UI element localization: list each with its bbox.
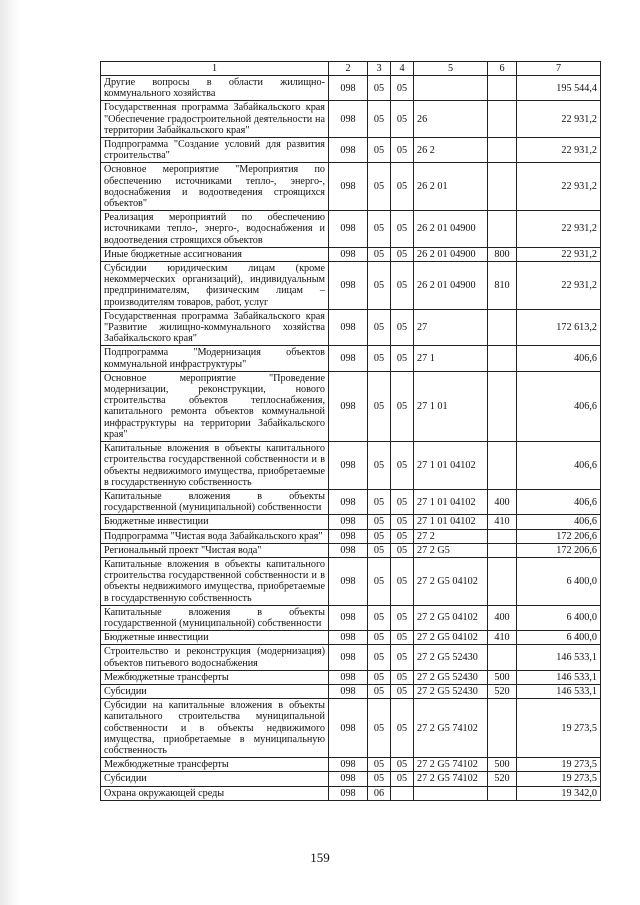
- expense-type-code-cell: [488, 101, 517, 138]
- section-code-cell: 05: [368, 346, 391, 371]
- amount-cell: 6 400,0: [517, 605, 601, 630]
- ministry-code-cell: 098: [329, 786, 368, 800]
- row-description-cell: Субсидии юридическим лицам (кроме некоммерческих организаций), индивидуальным предпринимателям, физическим лицам – производителям товаров, работ, услуг: [101, 262, 329, 310]
- section-code-cell: 05: [368, 371, 391, 441]
- table-row: [101, 163, 601, 211]
- target-article-code-cell: 26 2 01 04900: [414, 247, 488, 261]
- section-code-cell: 05: [368, 684, 391, 698]
- subsection-code-cell: 05: [391, 645, 414, 670]
- row-description-cell: Межбюджетные трансферты: [101, 758, 329, 772]
- section-code-cell: 05: [368, 631, 391, 645]
- section-code-cell: 05: [368, 670, 391, 684]
- table-row: [101, 605, 601, 630]
- ministry-code-cell: 098: [329, 101, 368, 138]
- table-row: [101, 670, 601, 684]
- table-row: [101, 758, 601, 772]
- subsection-code-cell: 05: [391, 772, 414, 786]
- row-description-cell: Подпрограмма "Модернизация объектов коммунальной инфраструктуры": [101, 346, 329, 371]
- row-description-cell: Бюджетные инвестиции: [101, 515, 329, 529]
- target-article-code-cell: 27 2 G5 52430: [414, 670, 488, 684]
- section-code-cell: 05: [368, 543, 391, 557]
- expense-type-code-cell: 410: [488, 631, 517, 645]
- table-row: [101, 543, 601, 557]
- table-header-row: [101, 62, 601, 76]
- budget-table: [100, 61, 601, 801]
- amount-cell: 19 273,5: [517, 772, 601, 786]
- ministry-code-cell: 098: [329, 645, 368, 670]
- header-col-2: 2: [329, 62, 368, 76]
- expense-type-code-cell: 410: [488, 515, 517, 529]
- amount-cell: 6 400,0: [517, 631, 601, 645]
- subsection-code-cell: 05: [391, 631, 414, 645]
- expense-type-code-cell: [488, 76, 517, 101]
- target-article-code-cell: 27 1 01 04102: [414, 442, 488, 490]
- subsection-code-cell: 05: [391, 138, 414, 163]
- section-code-cell: 05: [368, 758, 391, 772]
- table-body: [101, 76, 601, 801]
- ministry-code-cell: 098: [329, 262, 368, 310]
- target-article-code-cell: 27 2 G5 04102: [414, 557, 488, 605]
- section-code-cell: 05: [368, 163, 391, 211]
- header-col-5: 5: [414, 62, 488, 76]
- ministry-code-cell: 098: [329, 346, 368, 371]
- table-row: [101, 262, 601, 310]
- target-article-code-cell: 26: [414, 101, 488, 138]
- section-code-cell: 05: [368, 605, 391, 630]
- amount-cell: 146 533,1: [517, 670, 601, 684]
- ministry-code-cell: 098: [329, 489, 368, 514]
- expense-type-code-cell: [488, 529, 517, 543]
- subsection-code-cell: 05: [391, 543, 414, 557]
- table-row: [101, 309, 601, 346]
- amount-cell: 195 544,4: [517, 76, 601, 101]
- section-code-cell: 05: [368, 211, 391, 248]
- section-code-cell: 06: [368, 786, 391, 800]
- section-code-cell: 05: [368, 529, 391, 543]
- target-article-code-cell: 27 2 G5 04102: [414, 631, 488, 645]
- expense-type-code-cell: 500: [488, 758, 517, 772]
- page-number: 159: [310, 850, 330, 865]
- target-article-code-cell: 27 2 G5 74102: [414, 758, 488, 772]
- amount-cell: 146 533,1: [517, 645, 601, 670]
- amount-cell: 406,6: [517, 489, 601, 514]
- row-description-cell: Реализация мероприятий по обеспечению источниками тепло-, энерго-, водоснабжения и водоотведения строящихся объектов: [101, 211, 329, 248]
- subsection-code-cell: 05: [391, 211, 414, 248]
- subsection-code-cell: 05: [391, 529, 414, 543]
- target-article-code-cell: 27 1 01: [414, 371, 488, 441]
- amount-cell: 406,6: [517, 442, 601, 490]
- expense-type-code-cell: [488, 371, 517, 441]
- target-article-code-cell: 27 2 G5 04102: [414, 605, 488, 630]
- table-row: [101, 76, 601, 101]
- expense-type-code-cell: [488, 645, 517, 670]
- table-row: [101, 371, 601, 441]
- ministry-code-cell: 098: [329, 684, 368, 698]
- target-article-code-cell: 27: [414, 309, 488, 346]
- amount-cell: 22 931,2: [517, 211, 601, 248]
- ministry-code-cell: 098: [329, 529, 368, 543]
- table-row: [101, 346, 601, 371]
- subsection-code-cell: 05: [391, 489, 414, 514]
- target-article-code-cell: [414, 786, 488, 800]
- expense-type-code-cell: [488, 442, 517, 490]
- ministry-code-cell: 098: [329, 605, 368, 630]
- header-col-4: 4: [391, 62, 414, 76]
- row-description-cell: Субсидии: [101, 684, 329, 698]
- amount-cell: 19 273,5: [517, 699, 601, 758]
- amount-cell: 406,6: [517, 515, 601, 529]
- row-description-cell: Другие вопросы в области жилищно-коммунального хозяйства: [101, 76, 329, 101]
- table-row: [101, 786, 601, 800]
- subsection-code-cell: 05: [391, 758, 414, 772]
- target-article-code-cell: 26 2 01: [414, 163, 488, 211]
- row-description-cell: Капитальные вложения в объекты капитального строительства государственной собственности и в объекты недвижимого имущества, приобретаемые в государственную собственность: [101, 442, 329, 490]
- expense-type-code-cell: [488, 557, 517, 605]
- amount-cell: 19 342,0: [517, 786, 601, 800]
- row-description-cell: Капитальные вложения в объекты капитального строительства государственной собственности и в объекты недвижимого имущества, приобретаемые в государственную собственность: [101, 557, 329, 605]
- subsection-code-cell: 05: [391, 684, 414, 698]
- ministry-code-cell: 098: [329, 543, 368, 557]
- subsection-code-cell: [391, 786, 414, 800]
- row-description-cell: Строительство и реконструкция (модернизация) объектов питьевого водоснабжения: [101, 645, 329, 670]
- row-description-cell: Субсидии: [101, 772, 329, 786]
- target-article-code-cell: 27 1: [414, 346, 488, 371]
- row-description-cell: Подпрограмма "Создание условий для развития строительства": [101, 138, 329, 163]
- expense-type-code-cell: 810: [488, 262, 517, 310]
- expense-type-code-cell: [488, 543, 517, 557]
- subsection-code-cell: 05: [391, 346, 414, 371]
- row-description-cell: Охрана окружающей среды: [101, 786, 329, 800]
- expense-type-code-cell: [488, 163, 517, 211]
- subsection-code-cell: 05: [391, 163, 414, 211]
- row-description-cell: Субсидии на капитальные вложения в объекты капитального строительства муниципальной собственности и в объекты недвижимого имущества, приобретаемые в муниципальную собственность: [101, 699, 329, 758]
- ministry-code-cell: 098: [329, 758, 368, 772]
- subsection-code-cell: 05: [391, 670, 414, 684]
- table-row: [101, 684, 601, 698]
- row-description-cell: Государственная программа Забайкальского края "Обеспечение градостроительной деятельности на территории Забайкальского края": [101, 101, 329, 138]
- table-row: [101, 138, 601, 163]
- target-article-code-cell: 27 2 G5 52430: [414, 684, 488, 698]
- amount-cell: 22 931,2: [517, 163, 601, 211]
- expense-type-code-cell: 520: [488, 684, 517, 698]
- expense-type-code-cell: [488, 699, 517, 758]
- row-description-cell: Государственная программа Забайкальского края "Развитие жилищно-коммунального хозяйства Забайкальского края": [101, 309, 329, 346]
- ministry-code-cell: 098: [329, 699, 368, 758]
- subsection-code-cell: 05: [391, 247, 414, 261]
- target-article-code-cell: 27 2 G5: [414, 543, 488, 557]
- subsection-code-cell: 05: [391, 515, 414, 529]
- header-col-7: 7: [517, 62, 601, 76]
- subsection-code-cell: 05: [391, 76, 414, 101]
- amount-cell: 22 931,2: [517, 247, 601, 261]
- amount-cell: 406,6: [517, 371, 601, 441]
- section-code-cell: 05: [368, 442, 391, 490]
- expense-type-code-cell: [488, 786, 517, 800]
- section-code-cell: 05: [368, 76, 391, 101]
- amount-cell: 406,6: [517, 346, 601, 371]
- ministry-code-cell: 098: [329, 631, 368, 645]
- subsection-code-cell: 05: [391, 699, 414, 758]
- expense-type-code-cell: 520: [488, 772, 517, 786]
- ministry-code-cell: 098: [329, 163, 368, 211]
- subsection-code-cell: 05: [391, 262, 414, 310]
- amount-cell: 172 206,6: [517, 543, 601, 557]
- section-code-cell: 05: [368, 645, 391, 670]
- expense-type-code-cell: 800: [488, 247, 517, 261]
- section-code-cell: 05: [368, 309, 391, 346]
- section-code-cell: 05: [368, 772, 391, 786]
- amount-cell: 146 533,1: [517, 684, 601, 698]
- ministry-code-cell: 098: [329, 211, 368, 248]
- table-row: [101, 101, 601, 138]
- target-article-code-cell: 27 1 01 04102: [414, 515, 488, 529]
- header-col-3: 3: [368, 62, 391, 76]
- target-article-code-cell: 27 2 G5 74102: [414, 772, 488, 786]
- ministry-code-cell: 098: [329, 442, 368, 490]
- target-article-code-cell: 26 2 01 04900: [414, 262, 488, 310]
- subsection-code-cell: 05: [391, 442, 414, 490]
- row-description-cell: Капитальные вложения в объекты государственной (муниципальной) собственности: [101, 489, 329, 514]
- ministry-code-cell: 098: [329, 772, 368, 786]
- header-col-1: 1: [101, 62, 329, 76]
- table-row: [101, 557, 601, 605]
- row-description-cell: Бюджетные инвестиции: [101, 631, 329, 645]
- amount-cell: 172 206,6: [517, 529, 601, 543]
- section-code-cell: 05: [368, 138, 391, 163]
- amount-cell: 6 400,0: [517, 557, 601, 605]
- row-description-cell: Межбюджетные трансферты: [101, 670, 329, 684]
- ministry-code-cell: 098: [329, 515, 368, 529]
- amount-cell: 19 273,5: [517, 758, 601, 772]
- row-description-cell: Основное мероприятие "Мероприятия по обеспечению источниками тепло-, энерго-, водоснабжения и водоотведения строящихся объектов": [101, 163, 329, 211]
- ministry-code-cell: 098: [329, 76, 368, 101]
- section-code-cell: 05: [368, 247, 391, 261]
- table-row: [101, 211, 601, 248]
- amount-cell: 22 931,2: [517, 262, 601, 310]
- row-description-cell: Основное мероприятие "Проведение модернизации, реконструкции, нового строительства объектов теплоснабжения, капитального ремонта объектов коммунальной инфраструктуры на территории Забайкальского края": [101, 371, 329, 441]
- table-row: [101, 247, 601, 261]
- table-row: [101, 699, 601, 758]
- subsection-code-cell: 05: [391, 101, 414, 138]
- target-article-code-cell: 27 2: [414, 529, 488, 543]
- table-row: [101, 645, 601, 670]
- section-code-cell: 05: [368, 515, 391, 529]
- ministry-code-cell: 098: [329, 309, 368, 346]
- target-article-code-cell: [414, 76, 488, 101]
- section-code-cell: 05: [368, 699, 391, 758]
- scan-edge-shadow: [0, 0, 20, 905]
- ministry-code-cell: 098: [329, 557, 368, 605]
- section-code-cell: 05: [368, 101, 391, 138]
- table-row: [101, 515, 601, 529]
- table-row: [101, 489, 601, 514]
- expense-type-code-cell: 400: [488, 489, 517, 514]
- amount-cell: 172 613,2: [517, 309, 601, 346]
- expense-type-code-cell: [488, 211, 517, 248]
- expense-type-code-cell: 400: [488, 605, 517, 630]
- target-article-code-cell: 27 2 G5 74102: [414, 699, 488, 758]
- target-article-code-cell: 26 2 01 04900: [414, 211, 488, 248]
- subsection-code-cell: 05: [391, 605, 414, 630]
- row-description-cell: Иные бюджетные ассигнования: [101, 247, 329, 261]
- target-article-code-cell: 27 1 01 04102: [414, 489, 488, 514]
- ministry-code-cell: 098: [329, 670, 368, 684]
- ministry-code-cell: 098: [329, 247, 368, 261]
- section-code-cell: 05: [368, 489, 391, 514]
- expense-type-code-cell: [488, 309, 517, 346]
- expense-type-code-cell: 500: [488, 670, 517, 684]
- section-code-cell: 05: [368, 262, 391, 310]
- row-description-cell: Капитальные вложения в объекты государственной (муниципальной) собственности: [101, 605, 329, 630]
- table-row: [101, 442, 601, 490]
- ministry-code-cell: 098: [329, 138, 368, 163]
- subsection-code-cell: 05: [391, 371, 414, 441]
- target-article-code-cell: 26 2: [414, 138, 488, 163]
- table-row: [101, 631, 601, 645]
- row-description-cell: Региональный проект "Чистая вода": [101, 543, 329, 557]
- amount-cell: 22 931,2: [517, 101, 601, 138]
- subsection-code-cell: 05: [391, 309, 414, 346]
- row-description-cell: Подпрограмма "Чистая вода Забайкальского края": [101, 529, 329, 543]
- subsection-code-cell: 05: [391, 557, 414, 605]
- ministry-code-cell: 098: [329, 371, 368, 441]
- table-row: [101, 529, 601, 543]
- expense-type-code-cell: [488, 138, 517, 163]
- table-row: [101, 772, 601, 786]
- expense-type-code-cell: [488, 346, 517, 371]
- header-col-6: 6: [488, 62, 517, 76]
- amount-cell: 22 931,2: [517, 138, 601, 163]
- section-code-cell: 05: [368, 557, 391, 605]
- target-article-code-cell: 27 2 G5 52430: [414, 645, 488, 670]
